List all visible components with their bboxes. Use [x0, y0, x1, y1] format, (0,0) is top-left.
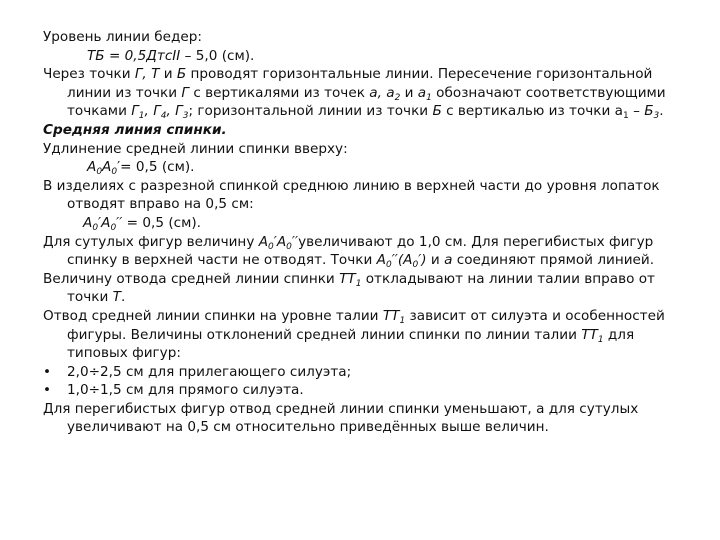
hip-line-heading: Уровень линии бедер: [43, 29, 202, 45]
paragraph-horizontal-lines: Через точки Г, Т и Б проводят горизонтальные линии. Пересечение горизонтальной линии из точки Г с вертикалями из точек а, $а_2$ и $а_1$ обозначают соответствующими точками $Г_1$, $Г_4$, $Г_3$; горизонтальной линии из точки Б с вертикалью из точки $а_1 - Б_3$. [43, 66, 666, 122]
list-item-text: 2,0÷2,5 см для прилегающего силуэта; [67, 363, 352, 380]
paragraph-split-back: В изделиях с разрезной спинкой среднюю линию в верхней части до уровня лопаток отводят вправо на 0,5 см: [43, 177, 660, 213]
bullet-icon: • [43, 363, 52, 380]
bullet-icon: • [43, 382, 52, 399]
hip-line-formula: ТБ = 0,5ДтсII – 5,0 (см). [87, 47, 255, 64]
section-heading-back-center-line: Средняя линия спинки. [43, 121, 227, 138]
list-item [43, 363, 693, 382]
paragraph-adjustment: Для перегибистых фигур отвод средней линии спинки уменьшают, а для сутулых увеличивают на 0,5 см относительно приведённых выше величин. [43, 400, 639, 436]
list-item-text: 1,0÷1,5 см для прямого силуэта. [67, 382, 304, 399]
paragraph-waist-offset: Величину отвода средней линии спинки $ТТ_1$ откладывают на линии талии вправо от точки Т. [43, 270, 655, 306]
paragraph-silhouette-dependency: Отвод средней линии спинки на уровне талии $ТТ_1$ зависит от силуэта и особенностей фигуры. Величины отклонений средней линии спинки по линии талии $ТТ_1$ для типовых фигур: [43, 307, 665, 362]
split-back-formula: $А_0'А_0'' = 0,5$ (см). [83, 214, 201, 233]
paragraph-stooped-figures: Для сутулых фигур величину $А_0'А_0''увеличивают$ до 1,0 см. Для перегибистых фигур спинку в верхней части не отводят. Точки $А_0''(А_0')$ и а соединяют прямой линией. [43, 233, 655, 271]
formula-text: ТБ = 0,5ДтсII [87, 47, 181, 64]
extension-formula: $А_0А_0'= 0,5$ (см). [87, 159, 195, 178]
document-page [43, 28, 693, 437]
list-item [43, 381, 693, 400]
extension-heading: Удлинение средней линии спинки вверху: [43, 140, 348, 157]
